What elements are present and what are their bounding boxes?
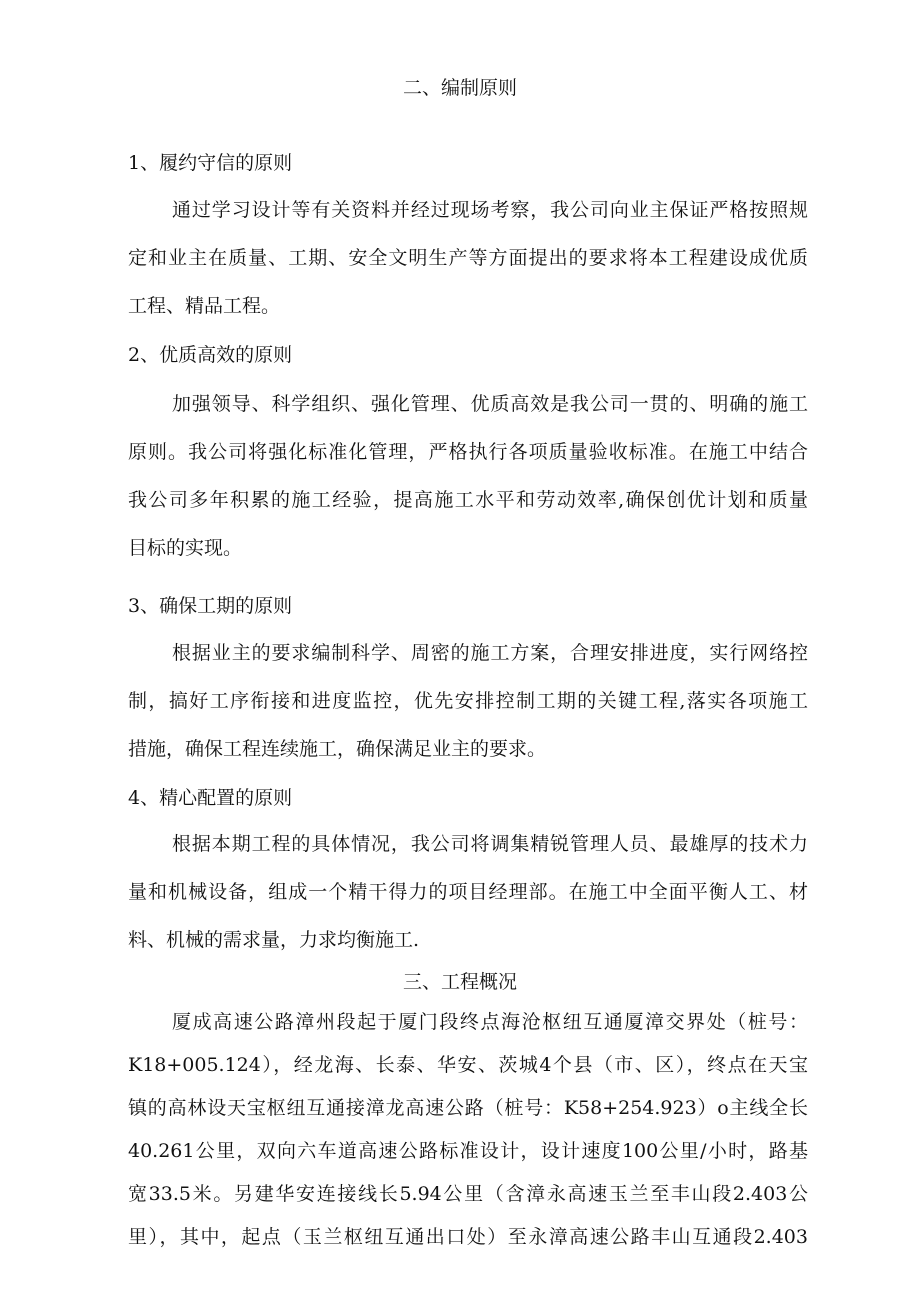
paragraph-line: 量和机械设备，组成一个精干得力的项目经理部。在施工中全面平衡人工、材 — [128, 881, 808, 903]
heading-principle-3: 3、确保工期的原则 — [128, 595, 293, 617]
paragraph-line: 定和业主在质量、工期、安全文明生产等方面提出的要求将本工程建设成优质 — [128, 247, 808, 269]
paragraph-line: 通过学习设计等有关资料并经过现场考察，我公司向业主保证严格按照规 — [172, 199, 808, 221]
paragraph-line: 镇的高林设天宝枢纽互通接漳龙高速公路（桩号：K58+254.923）o主线全长 — [128, 1097, 808, 1119]
paragraph-line: 料、机械的需求量，力求均衡施工. — [128, 929, 420, 951]
section-title-principles: 二、编制原则 — [402, 77, 517, 99]
heading-principle-4: 4、精心配置的原则 — [128, 787, 293, 809]
paragraph-principle-4 — [128, 820, 808, 964]
paragraph-line: 目标的实现。 — [128, 537, 243, 559]
paragraph-line: 根据业主的要求编制科学、周密的施工方案，合理安排进度，实行网络控 — [172, 642, 808, 664]
heading-principle-1: 1、履约守信的原则 — [128, 152, 293, 174]
paragraph-project-overview — [128, 1001, 808, 1259]
paragraph-line: 工程、精品工程。 — [128, 295, 281, 317]
heading-principle-2: 2、优质高效的原则 — [128, 344, 293, 366]
paragraph-principle-2 — [128, 380, 808, 572]
paragraph-line: K18+005.124），经龙海、长泰、华安、茨城4个县（市、区），终点在天宝 — [128, 1054, 808, 1076]
paragraph-line: 原则。我公司将强化标准化管理，严格执行各项质量验收标准。在施工中结合 — [128, 441, 808, 463]
paragraph-line: 我公司多年积累的施工经验，提高施工水平和劳动效率,确保创优计划和质量 — [128, 489, 808, 511]
paragraph-line: 加强领导、科学组织、强化管理、优质高效是我公司一贯的、明确的施工 — [172, 393, 808, 415]
section-title-overview: 三、工程概况 — [402, 971, 517, 993]
paragraph-line: 40.261公里，双向六车道高速公路标准设计，设计速度100公里/小时，路基 — [128, 1140, 808, 1162]
paragraph-line: 宽33.5米。另建华安连接线长5.94公里（含漳永高速玉兰至丰山段2.403公 — [128, 1183, 808, 1205]
paragraph-principle-3 — [128, 629, 808, 773]
paragraph-line: 措施，确保工程连续施工，确保满足业主的要求。 — [128, 738, 547, 760]
paragraph-line: 根据本期工程的具体情况，我公司将调集精锐管理人员、最雄厚的技术力 — [172, 833, 808, 855]
paragraph-line: 厦成高速公路漳州段起于厦门段终点海沧枢纽互通厦漳交界处（桩号： — [172, 1011, 808, 1033]
paragraph-principle-1 — [128, 186, 808, 330]
paragraph-line: 里），其中，起点（玉兰枢纽互通出口处）至永漳高速公路丰山互通段2.403 — [128, 1226, 808, 1248]
paragraph-line: 制，搞好工序衔接和进度监控，优先安排控制工期的关键工程,落实各项施工 — [128, 690, 808, 712]
